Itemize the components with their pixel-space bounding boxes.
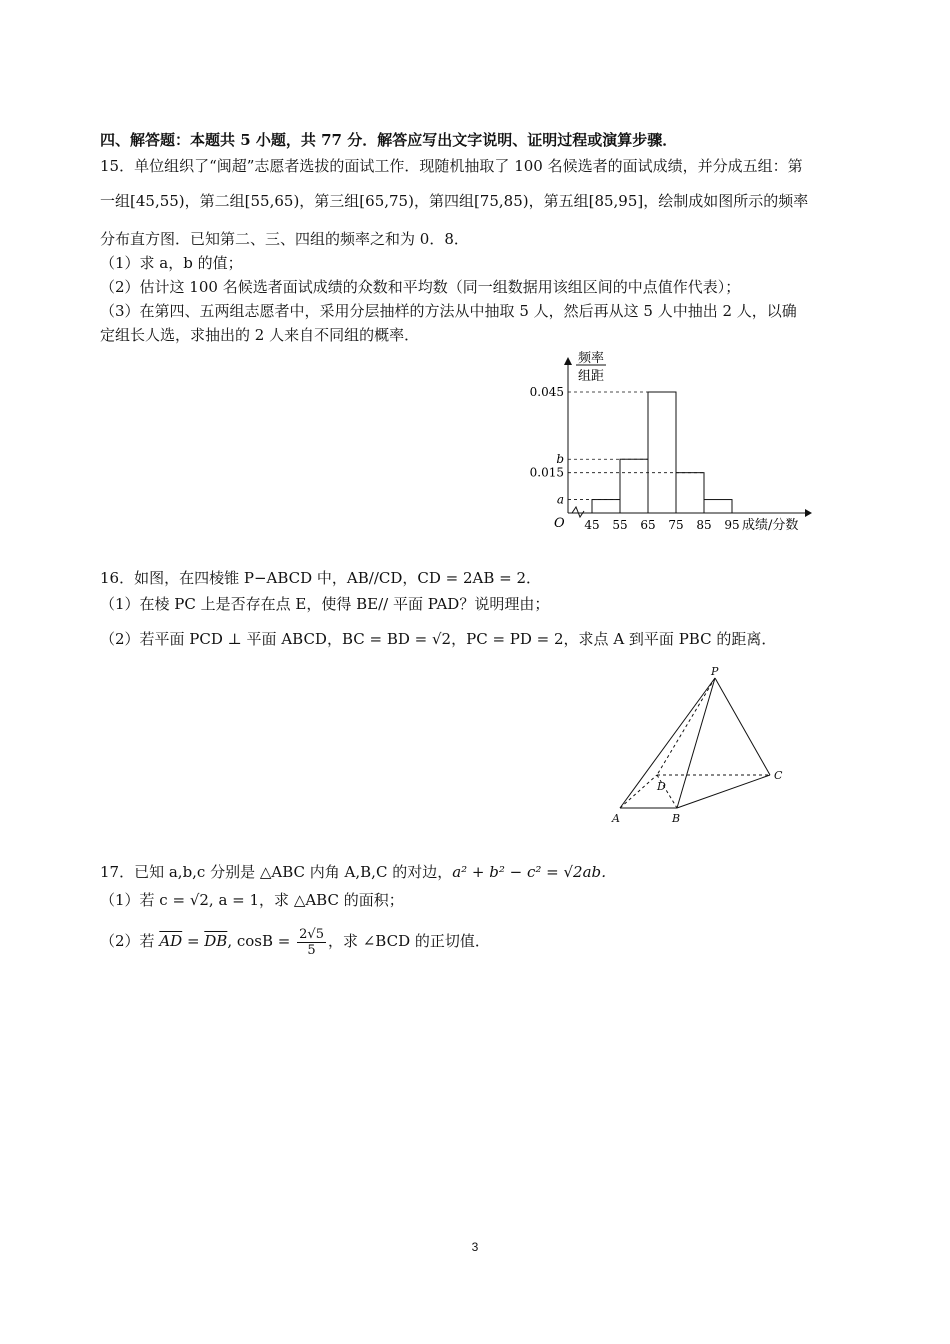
fraction-denominator: 5	[307, 942, 316, 958]
edge-ad-hidden	[620, 775, 657, 808]
y-tick-0015-label: 0.015	[529, 465, 564, 480]
vector-db: $\overline{DB}$	[204, 932, 228, 950]
edge-pb	[677, 678, 715, 808]
label-p: P	[711, 665, 719, 678]
fraction-numerator: 2√5	[299, 926, 324, 942]
y-axis-label-top: 频率	[578, 351, 605, 366]
label-b: B	[672, 812, 681, 825]
q16-part2-post: ，PC = PD = 2，求点 A 到平面 PBC 的距离．	[451, 630, 777, 648]
edge-pa	[620, 678, 715, 808]
x-tick-label: 45	[584, 518, 600, 532]
q17-part2-post: ，求 ∠BCD 的正切值．	[327, 932, 490, 950]
origin-label: O	[554, 516, 565, 531]
q17-line1-pre: 17．已知 a,b,c 分别是 △ABC 内角 A,B,C 的对边，	[100, 863, 453, 881]
q16-part1: （1）在棱 PC 上是否存在点 E，使得 BE// 平面 PAD？说明理由；	[100, 595, 550, 613]
q16-part2-sqrt: √2	[432, 630, 452, 648]
q16-part2	[100, 629, 776, 649]
histogram-bar	[676, 473, 704, 513]
y-tick-a-label: a	[556, 492, 564, 507]
frequency-histogram	[520, 345, 820, 545]
q15-part3-a: （3）在第四、五两组志愿者中，采用分层抽样的方法从中抽取 5 人，然后再从这 5 人中抽出 2 人，以确	[100, 302, 797, 320]
histogram-bar	[704, 500, 732, 513]
q17-line1	[100, 862, 616, 882]
label-a: A	[612, 812, 620, 825]
x-tick-label: 55	[612, 518, 628, 532]
x-tick-label: 75	[668, 518, 684, 532]
q15-line3: 分布直方图．已知第二、三、四组的频率之和为 0．8．	[100, 230, 469, 248]
edge-pd-hidden	[657, 678, 715, 775]
y-tick-0045-label: 0.045	[529, 385, 564, 399]
q15-part2: （2）估计这 100 名候选者面试成绩的众数和平均数（同一组数据用该组区间的中点值作代表）；	[100, 278, 741, 296]
edge-bc	[677, 775, 770, 808]
q15-line1: 15．单位组织了“闽超”志愿者选拔的面试工作．现随机抽取了 100 名候选者的面试成绩，并分成五组：第	[100, 157, 803, 175]
q15-line2: 一组[45,55)，第二组[55,65)，第三组[65,75)，第四组[75,85)，第五组[85,95]，绘制成如图所示的频率	[100, 192, 809, 210]
q17-part2	[100, 922, 490, 960]
y-tick-b-label: b	[556, 452, 564, 467]
axis-break	[572, 507, 584, 517]
x-axis-label: 成绩/分数	[742, 518, 799, 533]
histogram-bar	[620, 459, 648, 513]
q15-part1: （1）求 a，b 的值；	[100, 254, 243, 272]
section-header: 四、解答题：本题共 5 小题，共 77 分．解答应写出文字说明、证明过程或演算步骤．	[100, 131, 678, 149]
histogram-bar	[648, 392, 676, 513]
q17-line1-eq: a² + b² − c² = √2ab．	[452, 863, 617, 881]
histogram-bar	[592, 500, 620, 513]
x-tick-label: 95	[724, 518, 740, 532]
edge-pc	[715, 678, 770, 775]
x-tick-label: 85	[696, 518, 712, 532]
q17-part2-pre: （2）若	[100, 932, 160, 950]
q17-part2-cos: , cosB =	[227, 932, 296, 950]
q16-line1: 16．如图，在四棱锥 P−ABCD 中，AB//CD，CD = 2AB = 2．	[100, 569, 542, 587]
page-number: 3	[471, 1240, 479, 1254]
x-axis-arrow	[805, 509, 812, 517]
label-c: C	[774, 769, 783, 782]
q17-part2-eq: =	[182, 932, 205, 950]
pyramid-figure	[600, 665, 800, 830]
x-tick-label: 65	[640, 518, 656, 532]
q17-part1: （1）若 c = √2, a = 1，求 △ABC 的面积；	[100, 891, 404, 909]
vector-ad: $\overline{AD}$	[159, 932, 183, 950]
y-axis-arrow	[564, 357, 572, 365]
q16-part2-pre: （2）若平面 PCD ⊥ 平面 ABCD，BC = BD =	[100, 630, 432, 648]
label-d: D	[657, 780, 666, 793]
cos-fraction	[297, 927, 326, 958]
q15-part3-b: 定组长人选，求抽出的 2 人来自不同组的概率．	[100, 326, 420, 344]
y-axis-label-bottom: 组距	[578, 369, 605, 384]
